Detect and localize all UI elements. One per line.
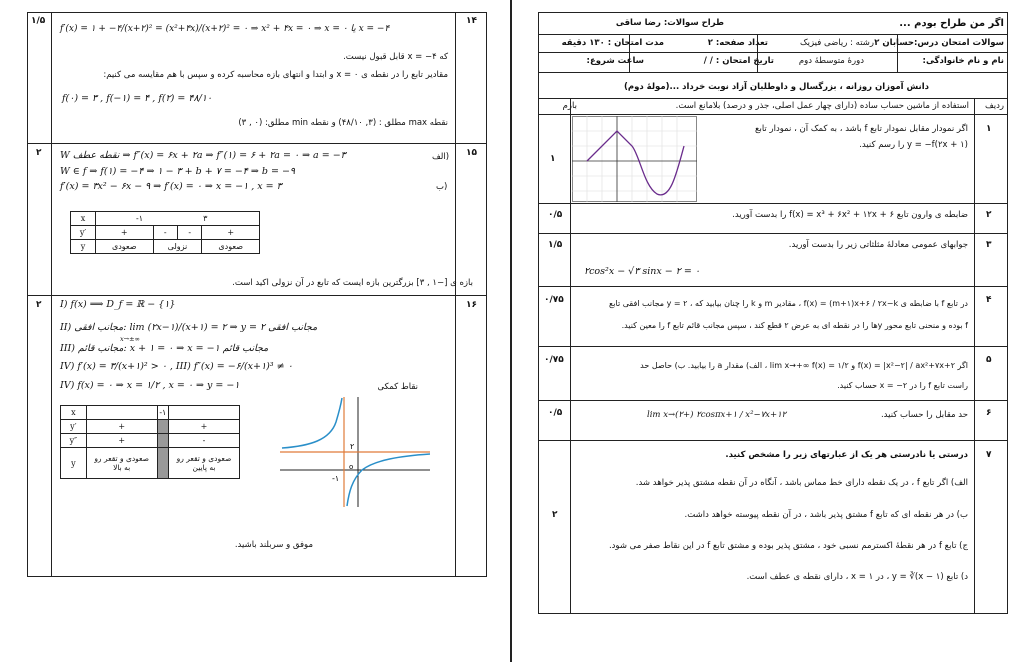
sign-table-deriv-2: - xyxy=(153,226,177,240)
q6-text: حد مقابل را حساب کنید. xyxy=(880,410,968,420)
q5-text-line1: اگر f(x) = |x²−۲| / ax²+۷x+۲ و lim x→+∞ f(x) = ۱/۲ ، الف) مقدار a را بیابید. ب) حاصل حد xyxy=(640,361,968,370)
row-16-limit-subscript: x→±∞ xyxy=(120,335,140,343)
row-16-vertical-asymptote: III) مجانب قائم: x + ۱ = ۰ ⇒ x = −۱ مجانب قائم xyxy=(60,343,269,354)
duration: مدت امتحان : ۱۳۰ دقیقه xyxy=(561,38,664,48)
designer: طراح سوالات: رضا ساقی xyxy=(615,18,724,28)
sign-table2-header-x: x xyxy=(61,406,87,420)
sign-table2-d1-left: + xyxy=(86,420,157,434)
row-16-number: ۱۶ xyxy=(466,300,477,310)
row-16-function-graph xyxy=(270,392,440,512)
page-count: تعداد صفحه: ۲ xyxy=(707,38,768,48)
sign-table-header-root2: ۳ xyxy=(203,214,208,223)
sign-table-header-root1: -۱ xyxy=(136,214,143,223)
row-16-intercepts: IV) f(x) = ۰ ⇒ x = ۱/۲ , x = ۰ ⇒ y = −۱ xyxy=(60,380,240,391)
sign-table2-behavior-right: صعودی و تقعر رو به پایین xyxy=(168,448,239,479)
q6-number: ۶ xyxy=(986,408,992,418)
graph-right-branch xyxy=(347,454,430,506)
row-16-helper-points: نقاط کمکی xyxy=(377,382,418,392)
q3-text: جوابهای عمومی معادلهٔ مثلثاتی زیر را بدست آورید. xyxy=(788,240,968,250)
q1-number: ۱ xyxy=(986,124,992,134)
sign-table-deriv-3: - xyxy=(177,226,201,240)
q5-text-line2: راست تابع f را در x = −۲ حساب کنید. xyxy=(837,381,968,390)
start-time: ساعت شروع: xyxy=(586,56,644,66)
row-16-domain: I) f(x) ⟹ D_f = ℝ − {۱} xyxy=(60,299,176,310)
sign-table2-behavior-label: y xyxy=(61,448,87,479)
row-14-derivative: f′(x) = ۱ + −۴/(x+۲)² = (x²+۴x)/(x+۲)² = ۰ ⇒ x² + ۴x = ۰ ⇒ x = ۰ یا x = −۴ xyxy=(60,24,390,34)
row-15-part-b-line1: W ∈ f ⇒ f(۱) = −۴ ⇒ ۱ − ۳ + b + ۷ = −۴ ⇒ b = −۹ xyxy=(60,166,296,177)
exam-date: تاریخ امتحان : / / xyxy=(703,56,774,66)
sign-table2-d2-left: + xyxy=(86,434,157,448)
student-name-label: نام و نام خانوادگی: xyxy=(922,56,1004,66)
calculator-note: استفاده از ماشین حساب ساده (دارای چهار عمل اصلی، جذر و درصد) بلامانع است. xyxy=(675,101,969,111)
row-14-number: ۱۴ xyxy=(466,16,477,26)
sign-table-deriv-1: + xyxy=(96,226,154,240)
row-15-score: ۲ xyxy=(36,148,42,158)
q2-number: ۲ xyxy=(986,210,992,220)
question-page xyxy=(512,0,1024,662)
graph-label-2: ۲ xyxy=(350,442,355,451)
row-16-derivatives: IV) f′(x) = ۳/(x+۱)² > ۰ , III) f″(x) = −۶/(x+۱)³ ≠ ۰ xyxy=(60,361,293,372)
q4-score: ۰/۷۵ xyxy=(544,295,564,305)
q7-score: ۲ xyxy=(552,510,558,520)
sign-table-behavior-3: صعودی xyxy=(202,240,260,254)
exam-title: سوالات امتحان درس:حسابان ۲ xyxy=(874,38,1004,48)
q2-score: ۰/۵ xyxy=(548,210,563,220)
q4-number: ۴ xyxy=(986,295,992,305)
sign-table2-header-root: -۱ xyxy=(157,406,168,420)
col-header-score: بارم xyxy=(562,101,577,111)
graph-left-branch xyxy=(282,398,342,448)
q7-number: ۷ xyxy=(986,450,992,460)
sign-table2-d1-label: y′ xyxy=(61,420,87,434)
row-15-conclusion: بازه ی [−۱ , ۳] بزرگترین بازه ایست که تابع در آن نزولی اکید است. xyxy=(232,278,473,288)
sign-table-behavior-label: y xyxy=(71,240,96,254)
q7-item-a: الف) اگر تابع f ، در یک نقطه دارای خط مماس باشد ، آنگاه در آن نقطه مشتق پذیر خواهد شد. xyxy=(635,478,968,488)
row-15-part-b-label: ب) xyxy=(436,182,448,192)
sign-table-deriv-label: y′ xyxy=(71,226,96,240)
q5-score: ۰/۷۵ xyxy=(544,355,564,365)
row-14-compare: مقادیر تابع را در نقطه ی x = ۰ و ابتدا و انتهای بازه محاسبه کرده و سپس با هم مقایسه می کنیم: xyxy=(103,70,448,80)
row-14-reject: که x = −۴ قابل قبول نیست. xyxy=(343,52,448,62)
row-15-part-a: W نقطه عطف ⇒ f″(x) = ۶x + ۲a ⇒ f″(۱) = ۶ + ۲a = ۰ ⇒ a = −۳ xyxy=(60,150,346,161)
row-16-score: ۲ xyxy=(36,300,42,310)
q7-item-b: ب) در هر نقطه ای که تابع f مشتق پذیر باشد ، در آن نقطه پیوسته خواهد داشت. xyxy=(684,510,968,520)
q4-text-line1: در تابع f با ضابطه ی f(x) = (m+۱)x+۶ / ۲x−k ، مقادیر m و k را چنان بیابید که ، y = ۲ مجانب افقی تابع xyxy=(609,299,968,308)
sign-table-behavior-1: صعودی xyxy=(96,240,154,254)
sign-table2-d2-label: y″ xyxy=(61,434,87,448)
col-header-row: ردیف xyxy=(984,101,1004,111)
q3-number: ۳ xyxy=(986,240,992,250)
motto: اگر من طراح بودم ... xyxy=(899,18,1004,29)
graph-label-minus1: -۱ xyxy=(332,474,340,483)
row-16-horizontal-asymptote: II) مجانب افقی: lim (۲x−۱)/(x+۱) = ۲ ⇒ y = ۲ مجانب افقی xyxy=(60,322,318,333)
q6-formula: lim x→(۲+) ۲cosπx+۱ / x²−۷x+۱۲ xyxy=(647,410,787,420)
q4-text-line2: f بوده و منحنی تابع محور yها را در نقطه ای به عرض ۲ قطع کند ، سپس مجانب قائم تابع f را معین کنید. xyxy=(621,321,968,330)
sign-table2-behavior-left: صعودی و تقعر رو به بالا xyxy=(86,448,157,479)
q7-item-c: ج) تابع f در هر نقطهٔ اکسترمم نسبی خود ، مشتق پذیر بوده و مشتق تابع f در این نقاط صفر می شود. xyxy=(608,541,968,551)
closing-message: موفق و سربلند باشید. xyxy=(234,540,313,550)
sign-table2-d2-right: - xyxy=(168,434,239,448)
q1-graph-frame xyxy=(573,117,697,202)
q3-formula: ۲cos²x − √۳ sinx − ۲ = ۰ xyxy=(584,266,700,277)
row-15-sign-table xyxy=(70,211,260,254)
sign-table-deriv-4: + xyxy=(202,226,260,240)
q3-score: ۱/۵ xyxy=(548,240,563,250)
announcement: دانش آموزان روزانه ، بزرگسال و داوطلبان آزاد نوبت خرداد ...(مولهٔ دوم) xyxy=(623,82,929,92)
graph-label-origin: o xyxy=(349,463,354,471)
row-14-score: ۱/۵ xyxy=(31,16,46,26)
row-14-values: f(۰) = ۳ , f(−۱) = ۴ , f(۲) = ۴۸/۱۰ xyxy=(62,93,212,104)
row-15-number: ۱۵ xyxy=(466,148,477,158)
row-15-part-b-line2: f′(x) = ۳x² − ۶x − ۹ ⇒ f′(x) = ۰ ⇒ x = −۱ , x = ۳ xyxy=(60,181,282,192)
row-16-sign-table xyxy=(60,405,240,479)
q5-number: ۵ xyxy=(986,355,992,365)
sign-table2-d1-right: + xyxy=(168,420,239,434)
q7-item-d: د) تابع y = ∛(x − ۱) ، در x = ۱ ، دارای نقطه ی عطف است. xyxy=(746,572,968,582)
q1-score: ۱ xyxy=(550,154,556,164)
row-14-extrema: نقطه max مطلق : (۳, ۴۸/۱۰) و نقطه min مطلق: (۰ , ۳) xyxy=(238,118,448,128)
sign-table-header-x: x xyxy=(71,212,96,226)
grade: دورهٔ متوسطهٔ دوم xyxy=(798,56,864,66)
answer-page xyxy=(0,0,508,662)
row-15-part-a-label: الف) xyxy=(432,152,450,162)
q2-text: ضابطه ی وارون تابع f(x) = x³ + ۶x² + ۱۲x + ۶ را بدست آورید. xyxy=(732,210,968,220)
sign-table-behavior-2: نزولی xyxy=(153,240,202,254)
q1-text-line2: y = −f(۲x + ۱) را رسم کنید. xyxy=(859,140,968,150)
q1-text-line1: اگر نمودار مقابل نمودار تابع f باشد ، به کمک آن ، نمودار تابع xyxy=(754,124,968,134)
q7-heading: درستی یا نادرستی هر یک از عبارتهای زیر را مشخص کنید. xyxy=(725,450,968,460)
field: رشته : ریاضی فیزیک xyxy=(800,38,874,48)
q6-score: ۰/۵ xyxy=(548,408,563,418)
q1-function-graph xyxy=(572,116,697,202)
